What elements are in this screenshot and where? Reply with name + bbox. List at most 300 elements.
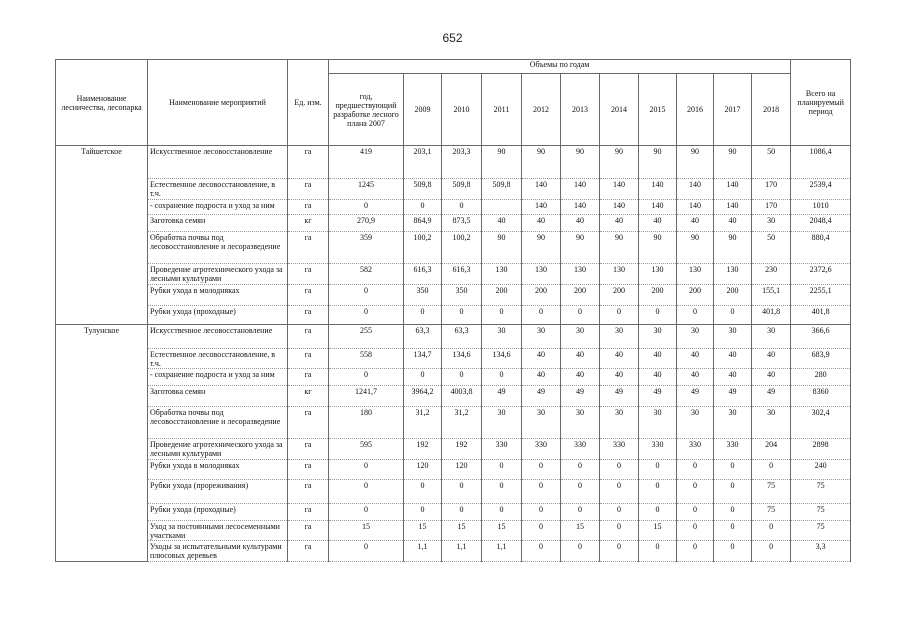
activity-name: Искусственное лесовосстановление	[148, 146, 288, 179]
table-body	[56, 146, 851, 562]
year-value: 30	[752, 407, 791, 439]
year-value: 49	[522, 386, 561, 407]
unit-cell: га	[288, 306, 329, 325]
year-value: 90	[522, 146, 561, 179]
prev-year-value: 0	[329, 200, 404, 215]
year-value: 0	[714, 480, 752, 504]
year-value: 203,3	[442, 146, 482, 179]
year-value: 200	[639, 285, 677, 306]
year-value: 49	[714, 386, 752, 407]
total-value: 401,8	[791, 306, 851, 325]
header-year: 2010	[442, 74, 482, 146]
year-value: 90	[561, 146, 600, 179]
header-year: 2009	[404, 74, 442, 146]
year-value: 0	[639, 504, 677, 521]
year-value: 30	[600, 407, 639, 439]
year-value: 0	[522, 521, 561, 541]
header-year: 2016	[677, 74, 714, 146]
year-value: 0	[677, 460, 714, 480]
year-value: 0	[600, 541, 639, 562]
year-value: 4003,8	[442, 386, 482, 407]
prev-year-value: 595	[329, 439, 404, 460]
unit-cell: га	[288, 407, 329, 439]
year-value: 0	[677, 521, 714, 541]
year-value: 90	[639, 232, 677, 264]
table-row	[56, 146, 851, 179]
unit-cell: кг	[288, 386, 329, 407]
prev-year-value: 180	[329, 407, 404, 439]
prev-year-value: 0	[329, 541, 404, 562]
unit-cell: га	[288, 285, 329, 306]
total-value: 2255,1	[791, 285, 851, 306]
year-value: 50	[752, 146, 791, 179]
prev-year-value: 0	[329, 306, 404, 325]
year-value: 350	[442, 285, 482, 306]
year-value: 509,8	[482, 179, 522, 200]
year-value: 130	[522, 264, 561, 285]
activity-name: Естественное лесовосстановление, в т.ч.	[148, 179, 288, 200]
table-row	[56, 386, 851, 407]
year-value: 130	[639, 264, 677, 285]
unit-cell: га	[288, 179, 329, 200]
year-value: 40	[561, 215, 600, 232]
year-value: 49	[561, 386, 600, 407]
year-value: 0	[714, 460, 752, 480]
table-row	[56, 200, 851, 215]
year-value: 40	[522, 369, 561, 386]
year-value: 0	[442, 200, 482, 215]
year-value: 0	[404, 306, 442, 325]
unit-cell: га	[288, 369, 329, 386]
year-value: 30	[600, 325, 639, 349]
year-value: 63,3	[404, 325, 442, 349]
activity-name: Рубки ухода в молодняках	[148, 285, 288, 306]
year-value: 130	[482, 264, 522, 285]
year-value: 100,2	[442, 232, 482, 264]
prev-year-value: 359	[329, 232, 404, 264]
year-value: 140	[714, 179, 752, 200]
activity-name: Проведение агротехнического ухода за лесными культурами	[148, 264, 288, 285]
header-unit: Ед. изм.	[288, 60, 329, 146]
year-value: 40	[714, 369, 752, 386]
year-value: 0	[714, 306, 752, 325]
header-year: 2011	[482, 74, 522, 146]
activity-name: Рубки ухода (проходные)	[148, 504, 288, 521]
year-value: 350	[404, 285, 442, 306]
year-value: 90	[714, 232, 752, 264]
activity-name: Рубки ухода в молодняках	[148, 460, 288, 480]
year-value: 330	[561, 439, 600, 460]
year-value: 0	[752, 541, 791, 562]
header-prev-year: год, предшествующий разработке лесного плана 2007	[329, 74, 404, 146]
year-value: 40	[714, 349, 752, 369]
unit-cell: га	[288, 146, 329, 179]
year-value: 330	[677, 439, 714, 460]
table-row	[56, 306, 851, 325]
total-value: 75	[791, 480, 851, 504]
year-value: 0	[600, 504, 639, 521]
year-value: 30	[639, 407, 677, 439]
prev-year-value: 0	[329, 480, 404, 504]
header-volumes-by-year: Объемы по годам	[329, 60, 791, 74]
activity-name: - сохранение подроста и уход за ним	[148, 200, 288, 215]
total-value: 366,6	[791, 325, 851, 349]
table-row	[56, 480, 851, 504]
total-value: 2898	[791, 439, 851, 460]
table-row	[56, 285, 851, 306]
header-total: Всего на планируемый период	[791, 60, 851, 146]
year-value: 31,2	[442, 407, 482, 439]
year-value: 192	[442, 439, 482, 460]
unit-cell: га	[288, 200, 329, 215]
table-row	[56, 264, 851, 285]
total-value: 75	[791, 521, 851, 541]
year-value: 0	[714, 521, 752, 541]
year-value: 0	[561, 541, 600, 562]
header-year: 2013	[561, 74, 600, 146]
year-value: 30	[522, 325, 561, 349]
year-value: 330	[482, 439, 522, 460]
year-value: 0	[600, 306, 639, 325]
year-value: 0	[482, 504, 522, 521]
year-value: 0	[482, 460, 522, 480]
year-value: 509,8	[442, 179, 482, 200]
year-value: 0	[522, 504, 561, 521]
table-header	[56, 60, 851, 146]
table-row	[56, 541, 851, 562]
unit-cell: га	[288, 480, 329, 504]
year-value: 134,6	[442, 349, 482, 369]
year-value: 0	[522, 460, 561, 480]
year-value: 140	[639, 179, 677, 200]
year-value: 15	[561, 521, 600, 541]
year-value: 864,9	[404, 215, 442, 232]
year-value: 509,8	[404, 179, 442, 200]
year-value: 30	[714, 407, 752, 439]
activity-name: Искусственное лесовосстановление	[148, 325, 288, 349]
header-year: 2014	[600, 74, 639, 146]
year-value: 0	[677, 504, 714, 521]
unit-cell: га	[288, 349, 329, 369]
table-row	[56, 407, 851, 439]
total-value: 683,9	[791, 349, 851, 369]
prev-year-value: 1245	[329, 179, 404, 200]
header-activity: Наименование мероприятий	[148, 60, 288, 146]
year-value: 90	[639, 146, 677, 179]
total-value: 3,3	[791, 541, 851, 562]
year-value: 0	[522, 541, 561, 562]
year-value: 1,1	[442, 541, 482, 562]
year-value: 200	[600, 285, 639, 306]
year-value: 330	[522, 439, 561, 460]
prev-year-value: 0	[329, 285, 404, 306]
year-value: 90	[561, 232, 600, 264]
year-value: 75	[752, 504, 791, 521]
year-value: 75	[752, 480, 791, 504]
year-value: 0	[404, 480, 442, 504]
year-value: 130	[600, 264, 639, 285]
year-value: 0	[442, 369, 482, 386]
unit-cell: га	[288, 325, 329, 349]
year-value	[482, 200, 522, 215]
year-value: 40	[752, 349, 791, 369]
year-value: 0	[639, 480, 677, 504]
activity-name: Естественное лесовосстановление, в т.ч.	[148, 349, 288, 369]
year-value: 0	[639, 306, 677, 325]
year-value: 120	[404, 460, 442, 480]
year-value: 90	[482, 146, 522, 179]
activity-name: - сохранение подроста и уход за ним	[148, 369, 288, 386]
header-year: 2018	[752, 74, 791, 146]
year-value: 0	[561, 306, 600, 325]
year-value: 30	[561, 407, 600, 439]
year-value: 200	[522, 285, 561, 306]
year-value: 0	[714, 504, 752, 521]
year-value: 40	[677, 369, 714, 386]
year-value: 90	[522, 232, 561, 264]
table-row	[56, 325, 851, 349]
year-value: 120	[442, 460, 482, 480]
year-value: 30	[522, 407, 561, 439]
year-value: 30	[677, 325, 714, 349]
year-value: 0	[600, 480, 639, 504]
year-value: 0	[600, 521, 639, 541]
year-value: 40	[639, 369, 677, 386]
year-value: 140	[639, 200, 677, 215]
year-value: 140	[677, 200, 714, 215]
table-row	[56, 369, 851, 386]
prev-year-value: 419	[329, 146, 404, 179]
unit-cell: га	[288, 232, 329, 264]
year-value: 0	[442, 504, 482, 521]
year-value: 30	[752, 325, 791, 349]
page-number: 652	[442, 31, 463, 45]
activity-name: Проведение агротехнического ухода за лесными культурами	[148, 439, 288, 460]
total-value: 280	[791, 369, 851, 386]
year-value: 40	[600, 349, 639, 369]
year-value: 30	[639, 325, 677, 349]
year-value: 230	[752, 264, 791, 285]
total-value: 302,4	[791, 407, 851, 439]
year-value: 30	[714, 325, 752, 349]
prev-year-value: 0	[329, 504, 404, 521]
year-value: 50	[752, 232, 791, 264]
year-value: 0	[404, 200, 442, 215]
year-value: 40	[522, 215, 561, 232]
year-value: 0	[522, 480, 561, 504]
prev-year-value: 0	[329, 460, 404, 480]
forestry-name: Тайшетское	[56, 146, 148, 325]
year-value: 140	[714, 200, 752, 215]
activity-name: Обработка почвы под лесовосстановление и лесоразведение	[148, 232, 288, 264]
year-value: 40	[752, 369, 791, 386]
year-value: 1,1	[482, 541, 522, 562]
year-value: 40	[639, 215, 677, 232]
year-value: 0	[677, 541, 714, 562]
year-value: 49	[752, 386, 791, 407]
year-value: 100,2	[404, 232, 442, 264]
year-value: 49	[639, 386, 677, 407]
year-value: 40	[561, 349, 600, 369]
year-value: 49	[482, 386, 522, 407]
table-row	[56, 215, 851, 232]
year-value: 15	[639, 521, 677, 541]
year-value: 200	[482, 285, 522, 306]
table-row	[56, 504, 851, 521]
total-value: 75	[791, 504, 851, 521]
year-value: 170	[752, 200, 791, 215]
year-value: 192	[404, 439, 442, 460]
activity-name: Обработка почвы под лесовосстановление и лесоразведение	[148, 407, 288, 439]
unit-cell: га	[288, 521, 329, 541]
prev-year-value: 582	[329, 264, 404, 285]
year-value: 3964,2	[404, 386, 442, 407]
year-value: 0	[714, 541, 752, 562]
unit-cell: га	[288, 439, 329, 460]
total-value: 2048,4	[791, 215, 851, 232]
activity-name: Заготовка семян	[148, 386, 288, 407]
prev-year-value: 1241,7	[329, 386, 404, 407]
year-value: 0	[639, 460, 677, 480]
year-value: 200	[677, 285, 714, 306]
forest-activities-table	[55, 59, 851, 562]
year-value: 130	[677, 264, 714, 285]
unit-cell: га	[288, 504, 329, 521]
year-value: 40	[522, 349, 561, 369]
year-value: 40	[482, 215, 522, 232]
year-value: 90	[482, 232, 522, 264]
year-value: 0	[600, 460, 639, 480]
year-value: 40	[600, 369, 639, 386]
year-value: 40	[677, 215, 714, 232]
activity-name: Уходы за испытательными культурами плюсовых деревьев	[148, 541, 288, 562]
table-row	[56, 232, 851, 264]
table-row	[56, 439, 851, 460]
year-value: 90	[600, 146, 639, 179]
year-value: 155,1	[752, 285, 791, 306]
year-value: 0	[482, 480, 522, 504]
year-value: 90	[714, 146, 752, 179]
year-value: 0	[482, 369, 522, 386]
year-value: 90	[677, 146, 714, 179]
year-value: 204	[752, 439, 791, 460]
year-value: 40	[639, 349, 677, 369]
table-row	[56, 460, 851, 480]
header-year: 2015	[639, 74, 677, 146]
year-value: 330	[639, 439, 677, 460]
header-year: 2017	[714, 74, 752, 146]
year-value: 0	[404, 369, 442, 386]
table-row	[56, 179, 851, 200]
total-value: 880,4	[791, 232, 851, 264]
total-value: 1010	[791, 200, 851, 215]
unit-cell: га	[288, 460, 329, 480]
year-value: 0	[442, 480, 482, 504]
year-value: 140	[677, 179, 714, 200]
year-value: 200	[714, 285, 752, 306]
year-value: 15	[482, 521, 522, 541]
year-value: 0	[677, 306, 714, 325]
year-value: 30	[482, 325, 522, 349]
total-value: 2539,4	[791, 179, 851, 200]
prev-year-value: 558	[329, 349, 404, 369]
year-value: 90	[677, 232, 714, 264]
year-value: 0	[752, 460, 791, 480]
year-value: 140	[561, 179, 600, 200]
year-value: 616,3	[404, 264, 442, 285]
prev-year-value: 255	[329, 325, 404, 349]
year-value: 30	[561, 325, 600, 349]
year-value: 15	[404, 521, 442, 541]
total-value: 8360	[791, 386, 851, 407]
prev-year-value: 270,9	[329, 215, 404, 232]
header-forestry: Наименование лесничества, лесопарка	[56, 60, 148, 146]
year-value: 140	[522, 179, 561, 200]
year-value: 90	[600, 232, 639, 264]
year-value: 30	[482, 407, 522, 439]
year-value: 330	[714, 439, 752, 460]
total-value: 1086,4	[791, 146, 851, 179]
year-value: 40	[677, 349, 714, 369]
year-value: 63,3	[442, 325, 482, 349]
year-value: 40	[561, 369, 600, 386]
year-value: 0	[442, 306, 482, 325]
year-value: 140	[522, 200, 561, 215]
year-value: 30	[752, 215, 791, 232]
header-year: 2012	[522, 74, 561, 146]
activity-name: Уход за постоянными лесосеменными участками	[148, 521, 288, 541]
year-value: 140	[600, 179, 639, 200]
year-value: 170	[752, 179, 791, 200]
year-value: 0	[404, 504, 442, 521]
year-value: 0	[561, 504, 600, 521]
year-value: 873,5	[442, 215, 482, 232]
year-value: 134,7	[404, 349, 442, 369]
year-value: 401,8	[752, 306, 791, 325]
year-value: 0	[677, 480, 714, 504]
prev-year-value: 0	[329, 369, 404, 386]
year-value: 0	[561, 480, 600, 504]
year-value: 40	[714, 215, 752, 232]
year-value: 0	[561, 460, 600, 480]
year-value: 30	[677, 407, 714, 439]
unit-cell: кг	[288, 215, 329, 232]
year-value: 330	[600, 439, 639, 460]
year-value: 40	[600, 215, 639, 232]
year-value: 49	[600, 386, 639, 407]
year-value: 1,1	[404, 541, 442, 562]
year-value: 31,2	[404, 407, 442, 439]
table-row	[56, 521, 851, 541]
table-row	[56, 349, 851, 369]
year-value: 0	[482, 306, 522, 325]
year-value: 200	[561, 285, 600, 306]
year-value: 130	[714, 264, 752, 285]
prev-year-value: 15	[329, 521, 404, 541]
forestry-name: Тулунское	[56, 325, 148, 562]
year-value: 130	[561, 264, 600, 285]
year-value: 140	[561, 200, 600, 215]
unit-cell: га	[288, 264, 329, 285]
year-value: 15	[442, 521, 482, 541]
total-value: 2372,6	[791, 264, 851, 285]
year-value: 140	[600, 200, 639, 215]
activity-name: Заготовка семян	[148, 215, 288, 232]
year-value: 0	[752, 521, 791, 541]
activity-name: Рубки ухода (прореживания)	[148, 480, 288, 504]
activity-name: Рубки ухода (проходные)	[148, 306, 288, 325]
year-value: 0	[639, 541, 677, 562]
